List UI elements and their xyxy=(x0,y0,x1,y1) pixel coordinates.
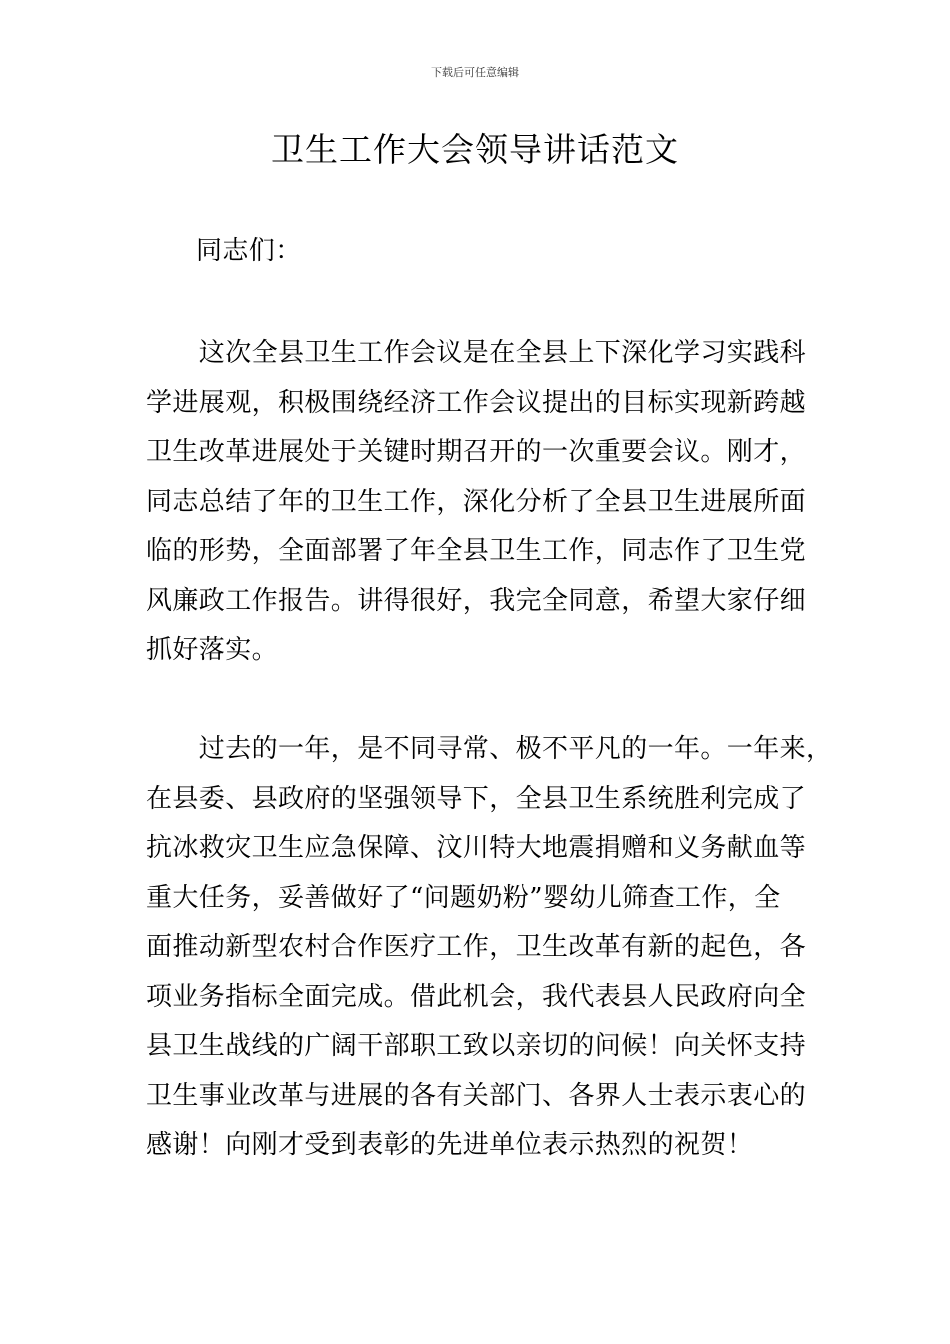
paragraph-line: 同志总结了年的卫生工作，深化分析了全县卫生进展所面 xyxy=(146,486,807,517)
paragraph-1 xyxy=(146,329,806,676)
paragraph-line: 过去的一年，是不同寻常、极不平凡的一年。一年来， xyxy=(146,734,833,764)
paragraph-line: 在县委、县政府的坚强领导下，全县卫生系统胜利完成了 xyxy=(146,783,807,814)
paragraph-line: 卫生改革进展处于关键时期召开的一次重要会议。刚才， xyxy=(146,437,807,467)
document-title: 卫生工作大会领导讲话范文 xyxy=(271,130,679,169)
paragraph-line: 卫生事业改革与进展的各有关部门、各界人士表示衷心的 xyxy=(146,1080,807,1111)
paragraph-line: 项业务指标全面完成。借此机会，我代表县人民政府向全 xyxy=(146,981,807,1012)
header-note: 下载后可任意编辑 xyxy=(431,66,519,79)
paragraph-line: 学进展观，积极围绕经济工作会议提出的目标实现新跨越 xyxy=(146,387,807,418)
paragraph-line: 这次全县卫生工作会议是在全县上下深化学习实践科 xyxy=(146,338,807,368)
paragraph-line: 临的形势，全面部署了年全县卫生工作，同志作了卫生党 xyxy=(146,536,807,566)
paragraph-line: 风廉政工作报告。讲得很好，我完全同意，希望大家仔细 xyxy=(146,585,807,616)
paragraph-line: 抓好落实。 xyxy=(146,635,279,665)
paragraph-line: 重大任务，妥善做好了“问题奶粉”婴幼儿筛查工作，全 xyxy=(146,882,781,913)
paragraph-line: 感谢！向刚才受到表彰的先进单位表示热烈的祝贺！ xyxy=(146,1130,754,1160)
salutation: 同志们： xyxy=(196,236,302,266)
paragraph-line: 面推动新型农村合作医疗工作，卫生改革有新的起色，各 xyxy=(146,932,807,962)
paragraph-2 xyxy=(146,725,832,1171)
paragraph-line: 县卫生战线的广阔干部职工致以亲切的问候！向关怀支持 xyxy=(146,1031,807,1061)
paragraph-line: 抗冰救灾卫生应急保障、汶川特大地震捐赠和义务献血等 xyxy=(146,833,807,863)
